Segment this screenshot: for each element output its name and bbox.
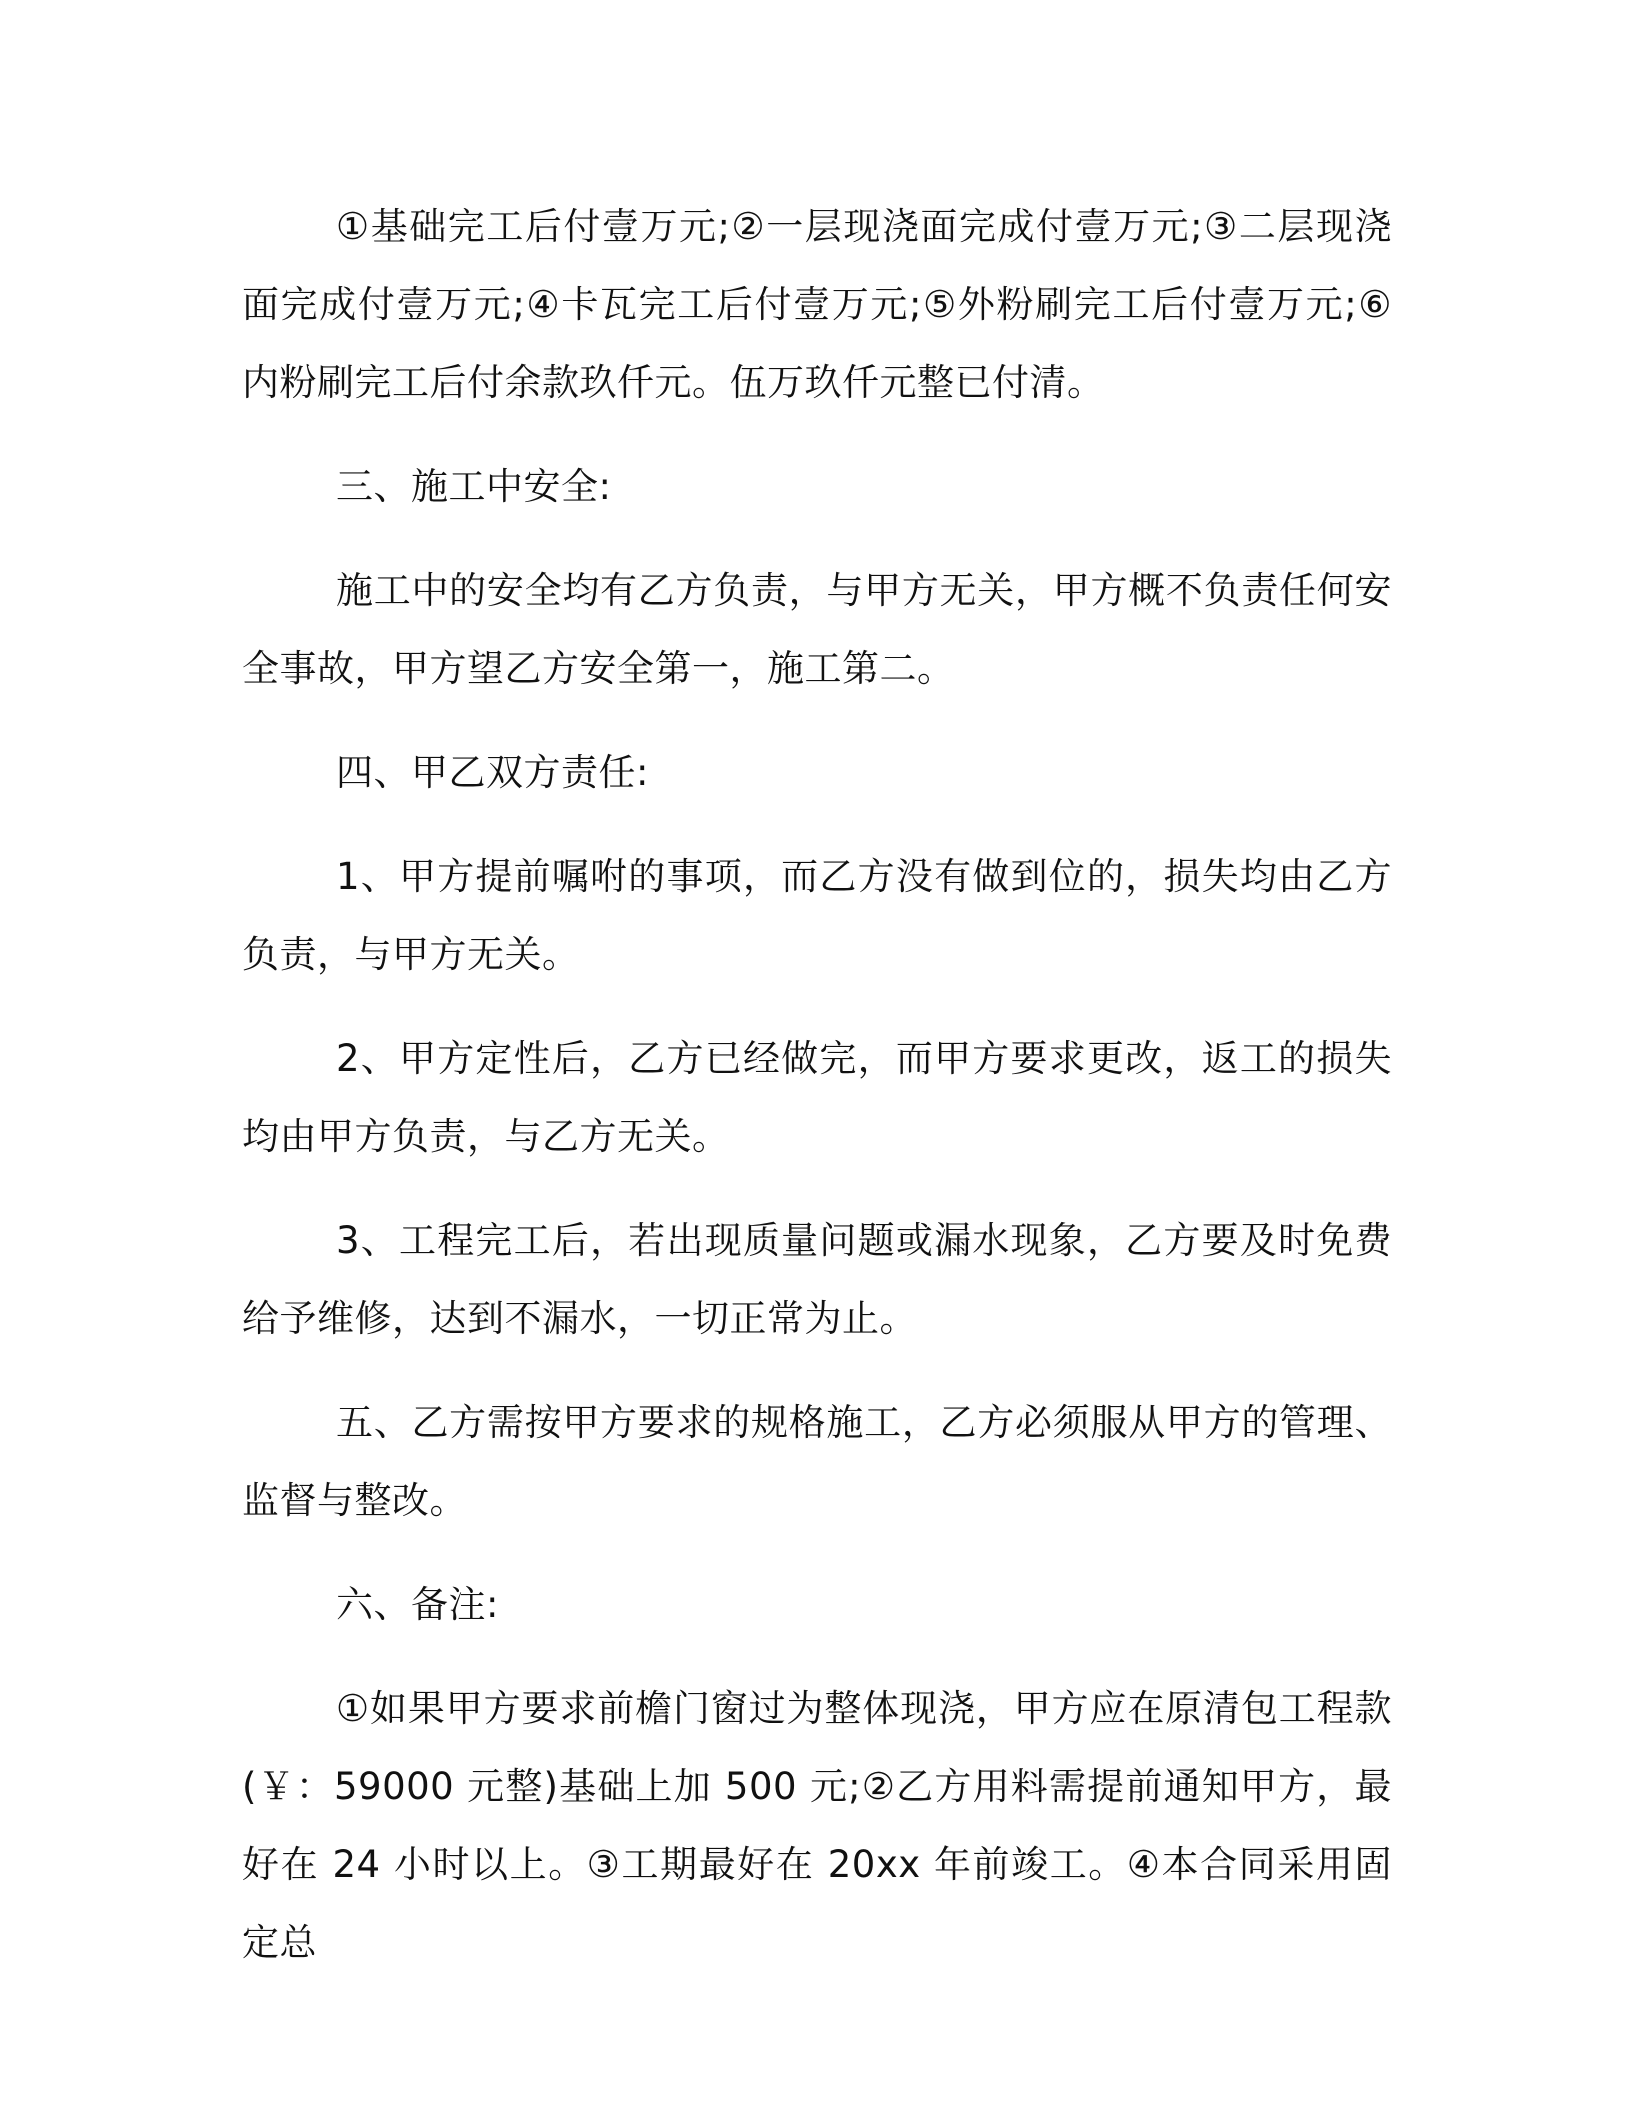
section-heading-remarks: 六、备注: [336,1583,499,1626]
section-five-paragraph: 五、乙方需按甲方要求的规格施工，乙方必须服从甲方的管理、监督与整改。 [242,1401,1392,1522]
remarks-paragraph: ①如果甲方要求前檐门窗过为整体现浇，甲方应在原清包工程款(￥：59000 元整)基础上加 500 元;②乙方用料需提前通知甲方，最好在 24 小时以上。③工期最好在 20xx 年前竣工。④本合同采用固定总 [242,1687,1392,1964]
document-body [242,188,1392,2008]
responsibility-item-2: 2、甲方定性后，乙方已经做完，而甲方要求更改，返工的损失均由甲方负责，与乙方无关。 [242,1037,1392,1158]
responsibility-item-1: 1、甲方提前嘱咐的事项，而乙方没有做到位的，损失均由乙方负责，与甲方无关。 [242,855,1392,976]
responsibility-item-3: 3、工程完工后，若出现质量问题或漏水现象，乙方要及时免费给予维修，达到不漏水，一切正常为止。 [242,1219,1392,1340]
section-heading-safety: 三、施工中安全: [336,465,612,508]
section-heading-responsibilities: 四、甲乙双方责任: [336,751,649,794]
safety-paragraph: 施工中的安全均有乙方负责，与甲方无关，甲方概不负责任何安全事故，甲方望乙方安全第一，施工第二。 [242,569,1392,690]
payment-schedule-paragraph: ①基础完工后付壹万元;②一层现浇面完成付壹万元;③二层现浇面完成付壹万元;④卡瓦完工后付壹万元;⑤外粉刷完工后付壹万元;⑥内粉刷完工后付余款玖仟元。伍万玖仟元整已付清。 [242,205,1392,404]
